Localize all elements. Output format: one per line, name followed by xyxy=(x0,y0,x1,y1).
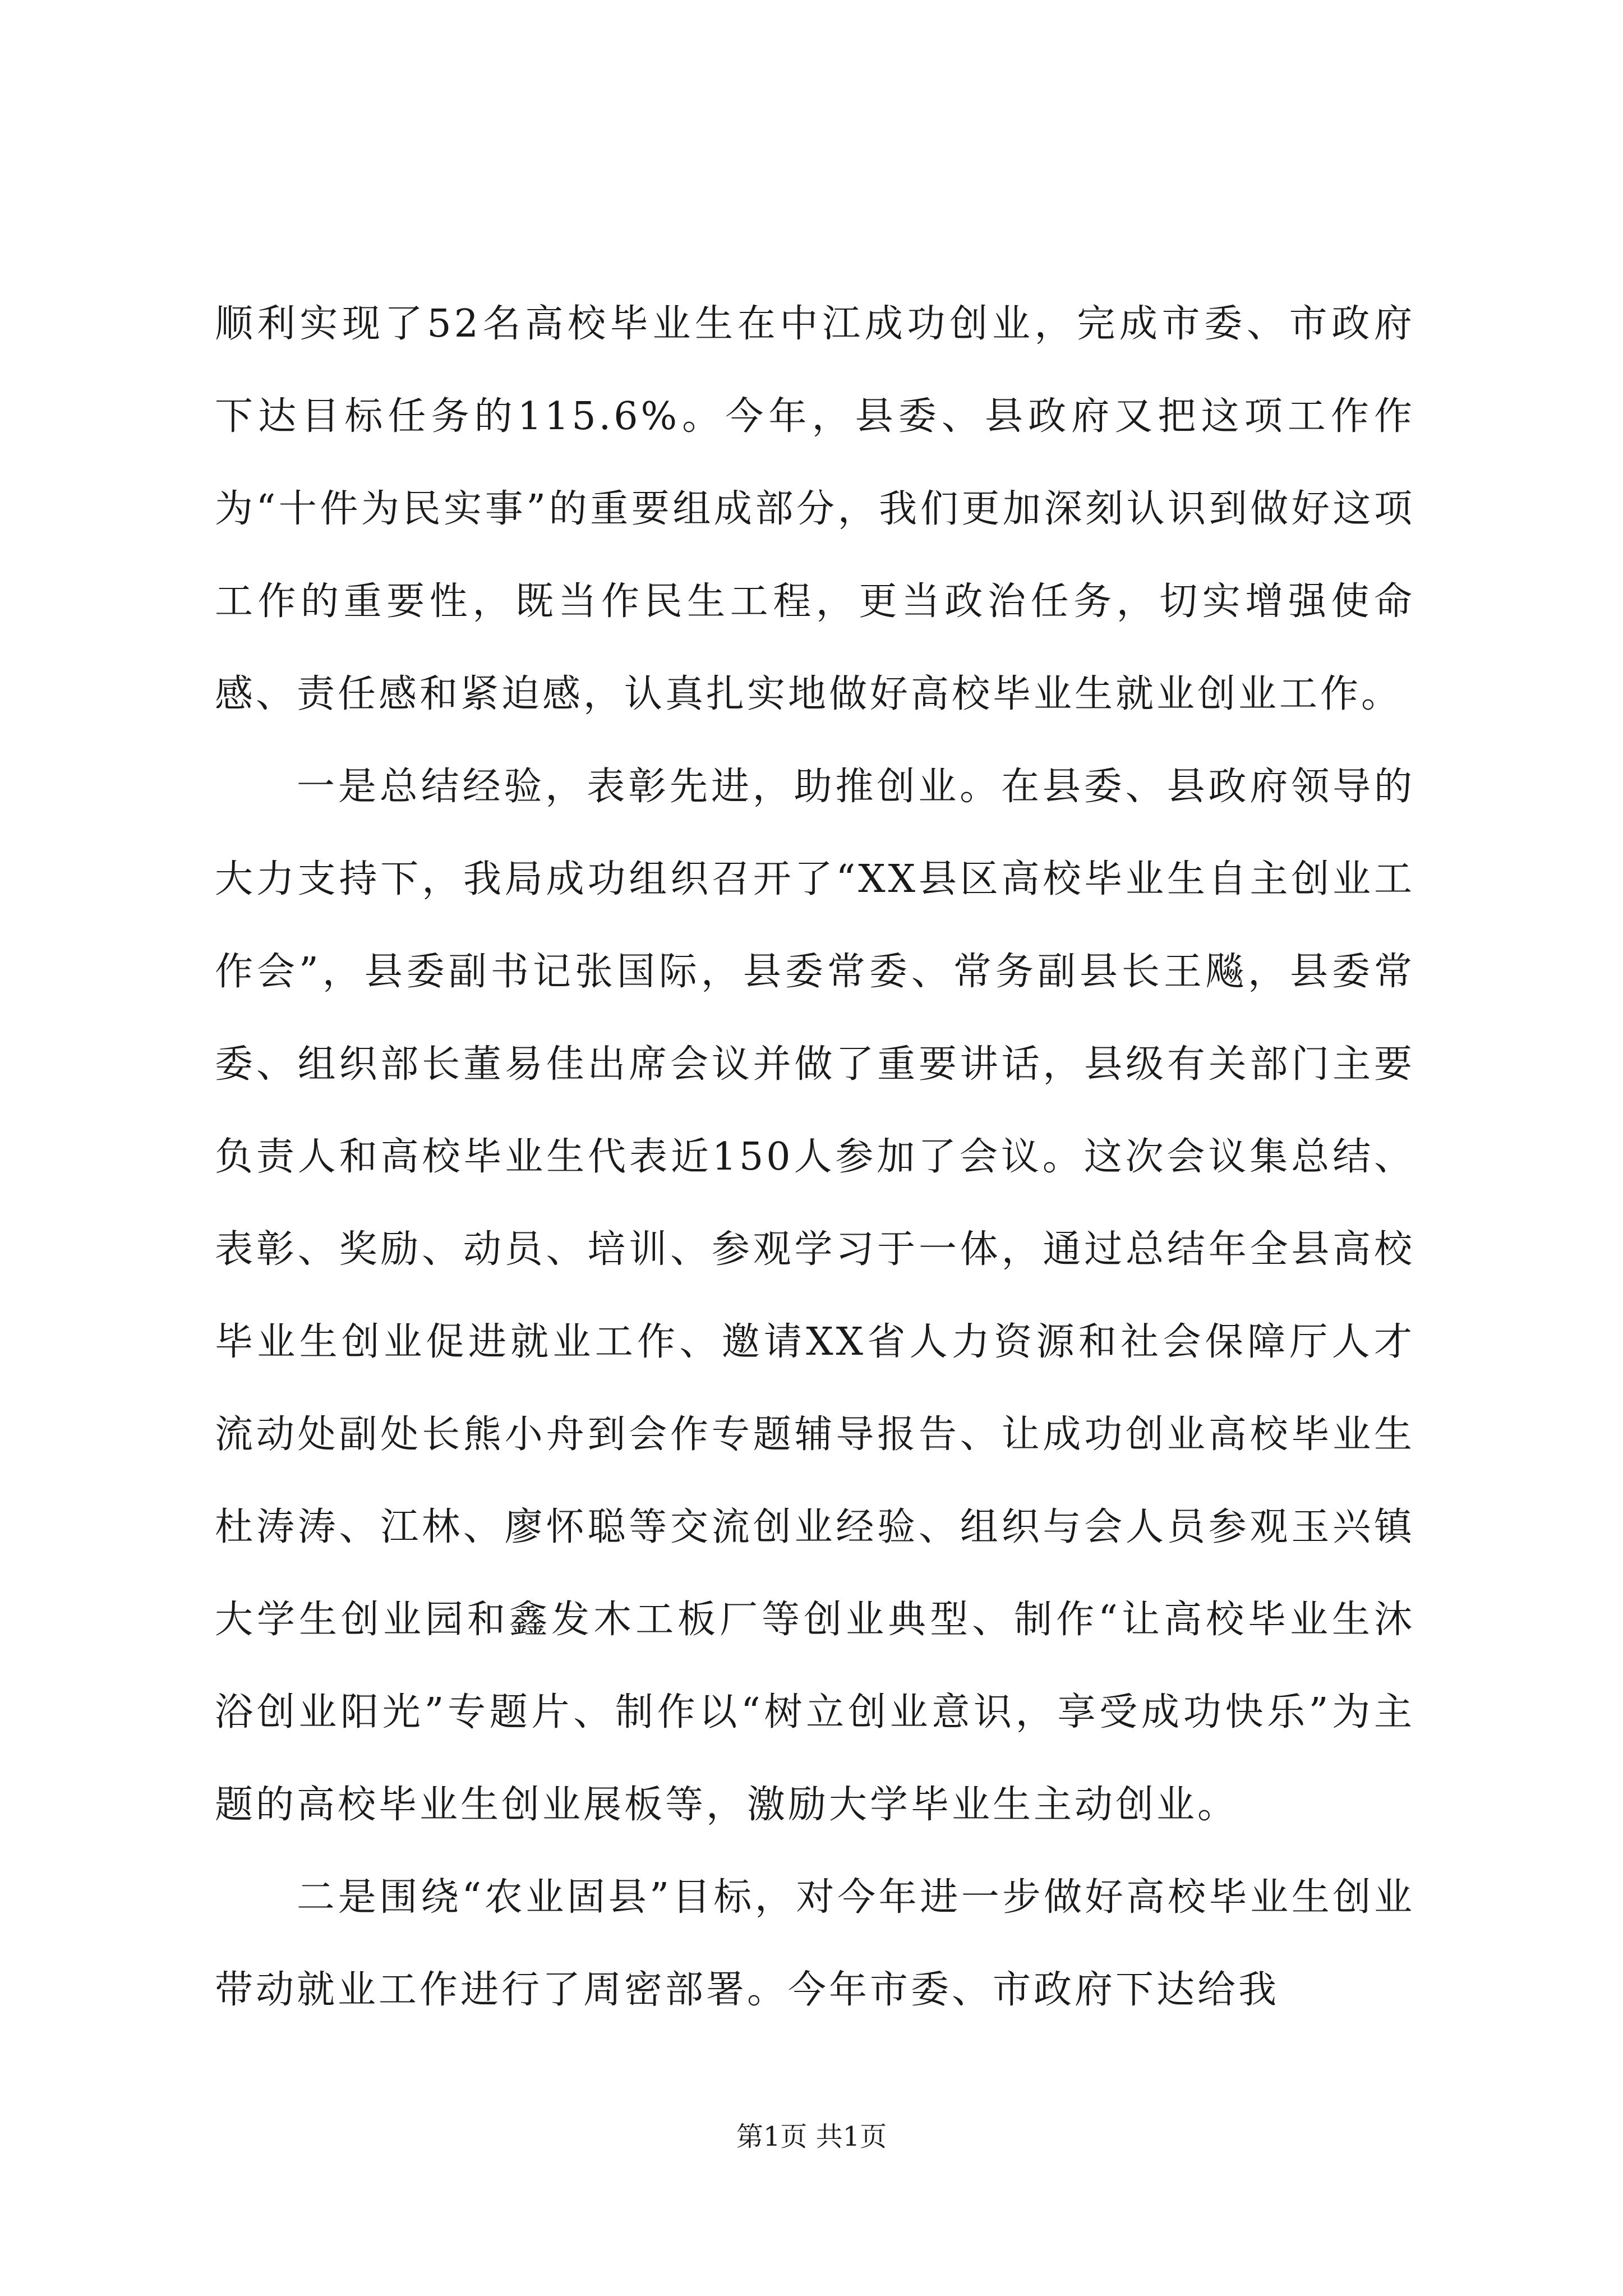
paragraph-2: 一是总结经验，表彰先进，助推创业。在县委、县政府领导的大力支持下，我局成功组织召开了“XX县区高校毕业生自主创业工作会”，县委副书记张国际，县委常委、常务副县长王飚，县委常委、组织部长董易佳出席会议并做了重要讲话，县级有关部门主要负责人和高校毕业生代表近150人参加了会议。这次会议集总结、表彰、奖励、动员、培训、参观学习于一体，通过总结年全县高校毕业生创业促进就业工作、邀请XX省人力资源和社会保障厅人才流动处副处长熊小舟到会作专题辅导报告、让成功创业高校毕业生杜涛涛、江林、廖怀聪等交流创业经验、组织与会人员参观玉兴镇大学生创业园和鑫发木工板厂等创业典型、制作“让高校毕业生沐浴创业阳光”专题片、制作以“树立创业意识，享受成功快乐”为主题的高校毕业生创业展板等，激励大学毕业生主动创业。 xyxy=(215,765,1415,1827)
page-footer: 第1页 共1页 xyxy=(736,2121,887,2152)
document-body xyxy=(215,278,1415,2036)
paragraph-3: 二是围绕“农业固县”目标，对今年进一步做好高校毕业生创业带动就业工作进行了周密部署。今年市委、市政府下达给我 xyxy=(215,1875,1415,2012)
paragraph-1: 顺利实现了52名高校毕业生在中江成功创业，完成市委、市政府下达目标任务的115.6%。今年，县委、县政府又把这项工作作为“十件为民实事”的重要组成部分，我们更加深刻认识到做好这项工作的重要性，既当作民生工程，更当政治任务，切实增强使命感、责任感和紧迫感，认真扎实地做好高校毕业生就业创业工作。 xyxy=(215,302,1415,716)
